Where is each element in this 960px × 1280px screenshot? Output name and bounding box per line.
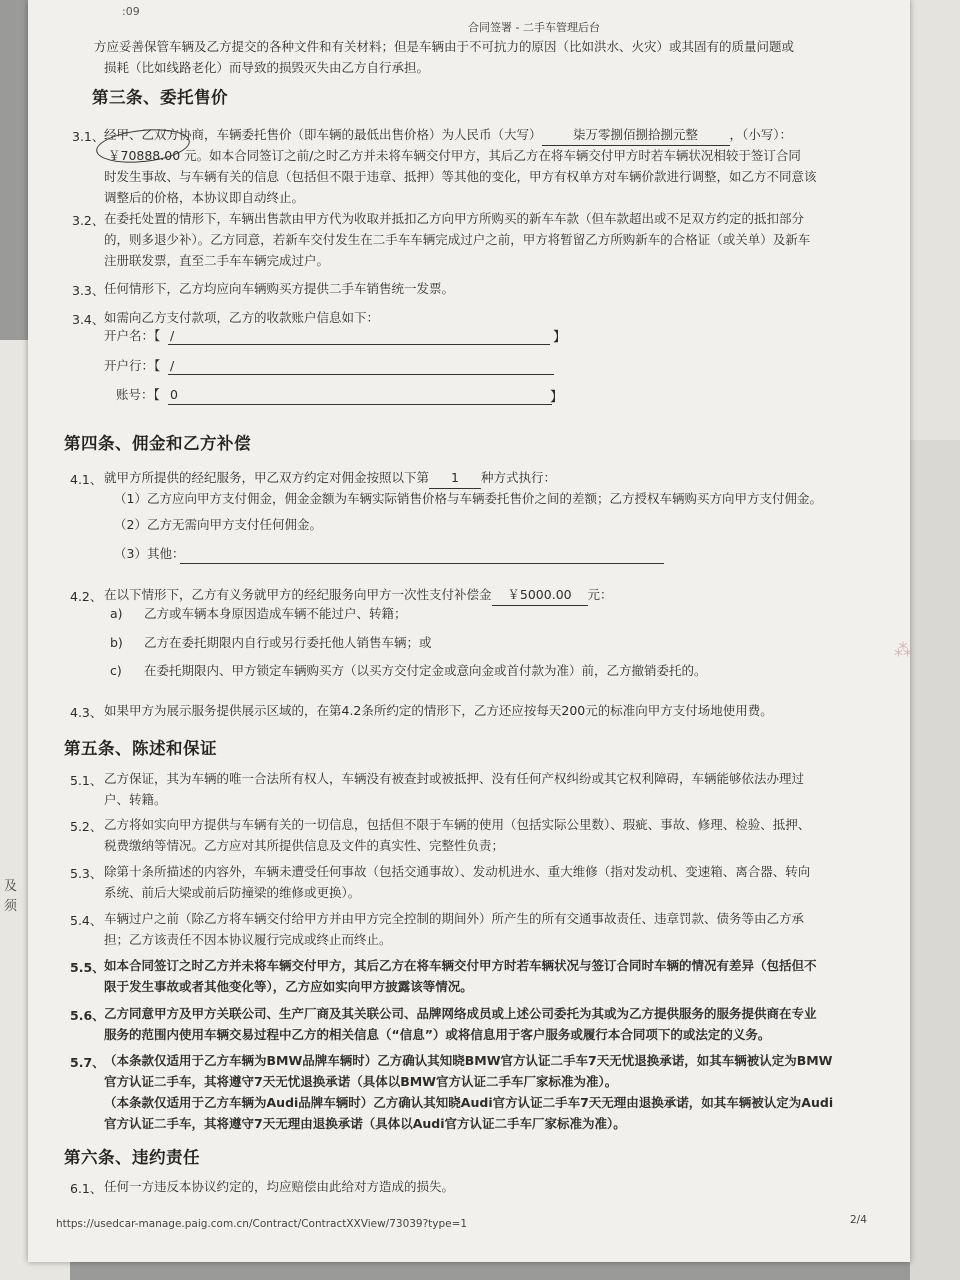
intro-line-2: 损耗（比如线路老化）而导致的损毁灭失由乙方自行承担。: [104, 60, 430, 75]
clause-4-2-item-b: 乙方在委托期限内自行或另行委托他人销售车辆；或: [144, 635, 432, 650]
commission-choice: 1: [429, 467, 481, 489]
clause-5-3-num: 5.3、: [70, 866, 103, 881]
compensation-amount: ￥5000.00: [492, 584, 588, 606]
clause-4-2-item-c: 在委托期限内、甲方锁定车辆购买方（以买方交付定金或意向金或首付款为准）前，乙方撤销委托的。: [144, 663, 707, 678]
clause-5-2-num: 5.2、: [70, 819, 103, 834]
commission-option-3: （3）其他：: [114, 546, 185, 561]
clause-4-2-item-a-key: a): [110, 606, 123, 621]
clause-3-1-line-2: ￥70888.00 元。如本合同签订之前/之时乙方并未将车辆交付甲方，其后乙方在将车辆交付甲方时若车辆状况相较于签订合同: [108, 148, 801, 163]
clause-4-2-item-a: 乙方或车辆本身原因造成车辆不能过户、转籍；: [144, 606, 407, 621]
clause-4-3-num: 4.3、: [70, 705, 103, 720]
clause-3-1-line-3: 时发生事故、与车辆有关的信息（包括但不限于违章、抵押）等其他的变化，甲方有权单方对车辆价款进行调整，如乙方不同意该: [104, 169, 817, 184]
clause-3-2-line-2: 的，则多退少补）。乙方同意，若新车交付发生在二手车车辆完成过户之前，甲方将暂留乙方所购新车的合格证（或关单）及新车: [104, 232, 811, 247]
clause-5-4-line-1: 车辆过户之前（除乙方将车辆交付给甲方并由甲方完全控制的期间外）所产生的所有交通事故责任、违章罚款、债务等由乙方承: [104, 911, 805, 926]
footer-page-number: 2/4: [850, 1214, 867, 1226]
section-6-title: 第六条、违约责任: [64, 1148, 200, 1167]
clause-4-2-item-c-key: c): [110, 663, 122, 678]
account-name-label: 开户名：【: [104, 328, 161, 343]
account-no-value: 0: [170, 387, 178, 402]
clause-4-1-num: 4.1、: [70, 472, 103, 487]
clause-5-5-num: 5.5、: [70, 960, 105, 975]
footer-url: https://usedcar-manage.paig.com.cn/Contract/ContractXXView/73039?type=1: [56, 1218, 468, 1230]
clause-5-1-num: 5.1、: [70, 773, 103, 788]
intro-line-1: 方应妥善保管车辆及乙方提交的各种文件和有关材料；但是车辆由于不可抗力的原因（比如洪水、火灾）或其固有的质量问题或: [94, 39, 795, 54]
section-3-title: 第三条、委托售价: [92, 88, 228, 107]
clause-3-4-text: 如需向乙方支付款项，乙方的收款账户信息如下：: [104, 310, 380, 325]
clause-3-2-num: 3.2、: [72, 213, 105, 228]
clause-5-2-line-1: 乙方将如实向甲方提供与车辆有关的一切信息，包括但不限于车辆的使用（包括实际公里数）、瑕疵、事故、修理、检验、抵押、: [104, 817, 811, 832]
clause-3-1-line-1: 经甲、乙双方协商，车辆委托售价（即车辆的最低出售价格）为人民币（大写） 柒万零捌佰捌拾捌元整 ，（小写）：: [104, 124, 792, 146]
clause-5-4-line-2: 担；乙方该责任不因本协议履行完成或终止而终止。: [104, 932, 392, 947]
header-title: 合同签署 - 二手车管理后台: [468, 21, 600, 34]
underlying-paper-right-bottom: [910, 440, 960, 1280]
clause-3-3-num: 3.3、: [72, 283, 105, 298]
account-no-label: 账号：【: [116, 387, 160, 402]
account-name-underline: [168, 344, 550, 345]
edge-text-left-1: 及: [4, 879, 18, 894]
bank-underline: [168, 374, 554, 375]
amount-in-words: 柒万零捌佰捌拾捌元整: [542, 124, 730, 146]
account-no-underline: [168, 404, 552, 405]
commission-option-2: （2）乙方无需向甲方支付任何佣金。: [114, 517, 322, 532]
section-5-title: 第五条、陈述和保证: [64, 739, 217, 758]
clause-3-1-line-4: 调整后的价格，本协议即自动终止。: [104, 190, 305, 205]
clause-5-7-line-1: （本条款仅适用于乙方车辆为BMW品牌车辆时）乙方确认其知晓BMW官方认证二手车7天无忧退换承诺，如其车辆被认定为BMW: [104, 1053, 833, 1068]
clause-4-2-num: 4.2、: [70, 589, 103, 604]
clause-3-3-text: 任何情形下，乙方均应向车辆购买方提供二手车销售统一发票。: [104, 281, 455, 296]
clause-5-7-line-2: 官方认证二手车，其将遵守7天无忧退换承诺（具体以BMW官方认证二手车厂家标准为准）。: [104, 1074, 618, 1089]
stamp-bleed-mark: ⁂: [894, 640, 912, 661]
contract-page: [28, 0, 910, 1262]
clause-6-1-text: 任何一方违反本协议约定的，均应赔偿由此给对方造成的损失。: [104, 1179, 455, 1194]
clause-3-2-line-3: 注册联发票，直至二手车车辆完成过户。: [104, 253, 330, 268]
account-no-close: 】: [550, 390, 564, 405]
clause-4-2-item-b-key: b): [110, 635, 123, 650]
amount-in-numbers: ￥70888.00: [108, 148, 181, 163]
clause-5-1-line-2: 户、转籍。: [104, 792, 167, 807]
clause-4-3-text: 如果甲方为展示服务提供展示区域的，在第4.2条所约定的情形下，乙方还应按每天200元的标准向甲方支付场地使用费。: [104, 703, 773, 718]
clause-4-1-line-1: 就甲方所提供的经纪服务，甲乙双方约定对佣金按照以下第 1 种方式执行：: [104, 467, 556, 489]
clause-5-2-line-2: 税费缴纳等情况。乙方应对其所提供信息及文件的真实性、完整性负责；: [104, 838, 505, 853]
clause-6-1-num: 6.1、: [70, 1181, 103, 1196]
section-4-title: 第四条、佣金和乙方补偿: [64, 434, 251, 453]
clause-3-4-num: 3.4、: [72, 312, 105, 327]
bank-label: 开户行：【: [104, 358, 161, 373]
clause-5-7-line-3: （本条款仅适用于乙方车辆为Audi品牌车辆时）乙方确认其知晓Audi官方认证二手车7天无理由退换承诺，如其车辆被认定为Audi: [104, 1095, 834, 1110]
clause-3-2-line-1: 在委托处置的情形下，车辆出售款由甲方代为收取并抵扣乙方向甲方所购买的新车车款（但车款超出或不足双方约定的抵扣部分: [104, 211, 805, 226]
clause-5-4-num: 5.4、: [70, 913, 103, 928]
bank-value: /: [170, 358, 175, 373]
clause-5-6-line-1: 乙方同意甲方及甲方关联公司、生产厂商及其关联公司、品牌网络成员或上述公司委托为其或为乙方提供服务的服务提供商在专业: [104, 1006, 817, 1021]
clause-5-1-line-1: 乙方保证，其为车辆的唯一合法所有权人，车辆没有被查封或被抵押、没有任何产权纠纷或其它权利障碍，车辆能够依法办理过: [104, 771, 805, 786]
clause-4-2-line-1: 在以下情形下，乙方有义务就甲方的经纪服务向甲方一次性支付补偿金 ￥5000.00 元：: [104, 584, 613, 606]
commission-other-underline: [180, 563, 664, 564]
clause-5-5-line-2: 限于发生事故或者其他变化等），乙方应如实向甲方披露该等情况。: [104, 979, 473, 994]
header-page-ref: :09: [122, 5, 140, 18]
clause-5-7-num: 5.7、: [70, 1055, 105, 1070]
clause-5-6-num: 5.6、: [70, 1008, 105, 1023]
clause-3-1-num: 3.1、: [72, 129, 105, 144]
edge-text-left-2: 须: [4, 899, 18, 914]
clause-5-3-line-2: 系统、前后大梁或前后防撞梁的维修或更换）。: [104, 885, 361, 900]
clause-5-6-line-2: 服务的范围内使用车辆交易过程中乙方的相关信息（“信息”）或将信息用于客户服务或履行本合同项下的或法定的义务。: [104, 1027, 771, 1042]
account-name-close: 】: [553, 330, 567, 345]
commission-option-1: （1）乙方应向甲方支付佣金，佣金金额为车辆实际销售价格与车辆委托售价之间的差额；乙方授权车辆购买方向甲方支付佣金。: [114, 491, 822, 506]
clause-5-7-line-4: 官方认证二手车，其将遵守7天无理由退换承诺（具体以Audi官方认证二手车厂家标准为准）。: [104, 1116, 626, 1131]
clause-5-3-line-1: 除第十条所描述的内容外，车辆未遭受任何事故（包括交通事故）、发动机进水、重大维修（指对发动机、变速箱、离合器、转向: [104, 864, 811, 879]
clause-5-5-line-1: 如本合同签订之时乙方并未将车辆交付甲方，其后乙方在将车辆交付甲方时若车辆状况与签订合同时车辆的情况有差异（包括但不: [104, 958, 817, 973]
account-name-value: /: [170, 328, 175, 343]
